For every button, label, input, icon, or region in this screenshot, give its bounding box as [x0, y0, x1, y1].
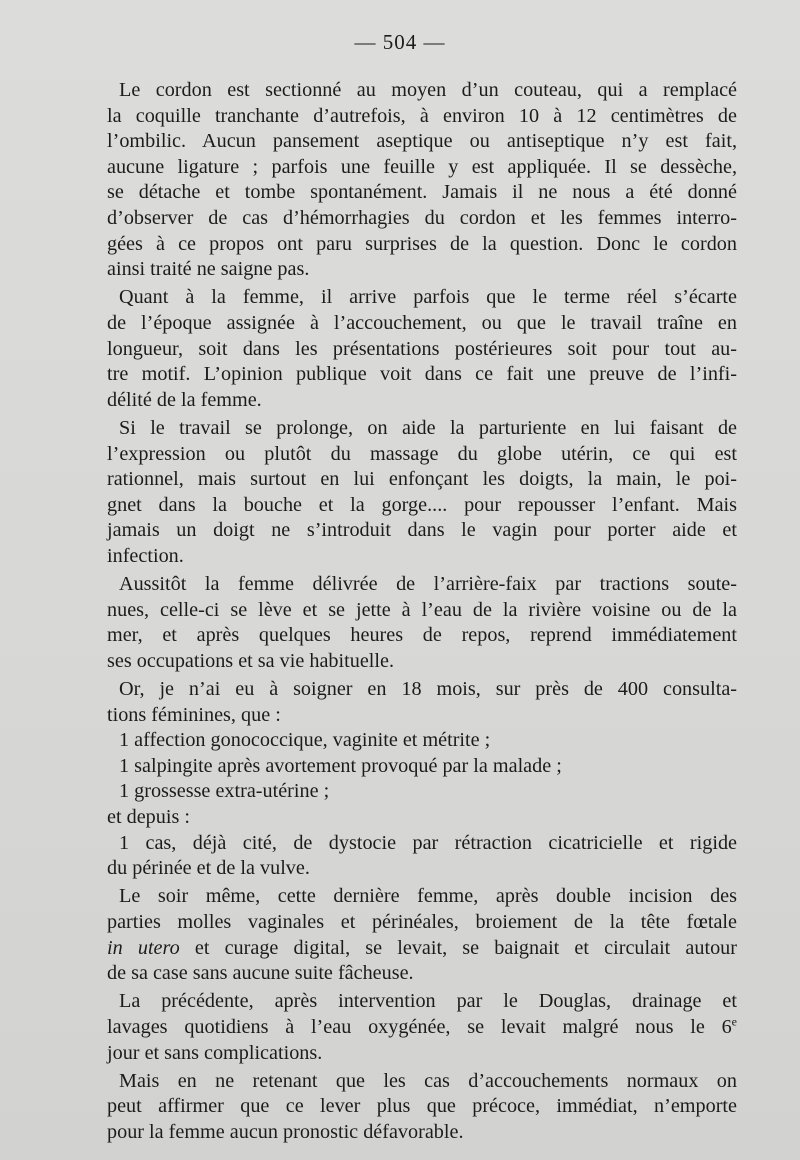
list-item: 1 grossesse extra-utérine ;	[119, 780, 330, 803]
paragraph	[107, 285, 737, 413]
paragraph	[107, 805, 737, 831]
text-fragment: et curage digital, se levait, se baignait et circulait autour	[194, 936, 738, 959]
text-line: de l’époque assignée à l’accouchement, ou que le travail traîne en	[107, 311, 737, 334]
text-line: peut affirmer que ce lever plus que précoce, immédiat, n’emporte	[107, 1095, 737, 1118]
list-item: 1 salpingite après avortement provoqué par la malade ;	[119, 754, 562, 777]
text-line: Or, je n’ai eu à soigner en 18 mois, sur près de 400 consulta-	[119, 678, 737, 701]
text-line: mer, et après quelques heures de repos, reprend immédiatement	[107, 624, 737, 647]
superscript: e	[731, 1014, 737, 1029]
paragraph	[107, 1069, 737, 1146]
text-line: parties molles vaginales et périnéales, broiement de la tête fœtale	[107, 910, 737, 933]
text-fragment: lavages quotidiens à l’eau oxygénée, se levait malgré nous le 6	[107, 1015, 732, 1038]
text-line: Quant à la femme, il arrive parfois que le terme réel s’écarte	[119, 286, 737, 309]
text-line: nues, celle-ci se lève et se jette à l’eau de la rivière voisine ou de la	[107, 598, 737, 621]
text-line	[107, 936, 737, 962]
text-line: tions féminines, que :	[107, 703, 281, 726]
text-line: gées à ce propos ont paru surprises de la question. Donc le cordon	[107, 232, 737, 255]
text-line: Aussitôt la femme délivrée de l’arrière-faix par tractions soute-	[119, 573, 737, 596]
paragraph	[107, 884, 737, 986]
text-line: ainsi traité ne saigne pas.	[107, 258, 310, 281]
text-line: l’expression ou plutôt du massage du globe utérin, ce qui est	[107, 442, 737, 465]
body-text	[107, 78, 737, 1146]
text-line	[107, 1015, 737, 1041]
text-line: Le soir même, cette dernière femme, après double incision des	[119, 885, 737, 908]
text-line: tre motif. L’opinion publique voit dans ce fait une preuve de l’infi-	[107, 363, 737, 386]
paragraph	[107, 831, 737, 882]
text-line: délité de la femme.	[107, 388, 262, 411]
case-list	[107, 728, 737, 805]
text-line: et depuis :	[107, 806, 190, 828]
text-line: pour la femme aucun pronostic défavorable.	[107, 1120, 464, 1143]
text-line: la coquille tranchante d’autrefois, à environ 10 à 12 centimètres de	[107, 104, 737, 127]
text-line: jour et sans complications.	[107, 1041, 323, 1064]
text-line: rationnel, mais surtout en lui enfonçant les doigts, la main, le poi-	[107, 468, 737, 491]
text-line: 1 cas, déjà cité, de dystocie par rétraction cicatricielle et rigide	[119, 831, 737, 854]
page-number: — 504 —	[354, 30, 446, 54]
paragraph	[107, 989, 737, 1066]
paragraph	[107, 416, 737, 570]
text-line: aucune ligature ; parfois une feuille y est appliquée. Il se dessèche,	[107, 155, 737, 178]
text-line: ses occupations et sa vie habituelle.	[107, 649, 395, 672]
text-line: de sa case sans aucune suite fâcheuse.	[107, 962, 414, 985]
paragraph	[107, 572, 737, 674]
text-line: Le cordon est sectionné au moyen d’un couteau, qui a remplacé	[119, 79, 737, 101]
text-line: se détache et tombe spontanément. Jamais il ne nous a été donné	[107, 181, 737, 204]
text-line: d’observer de cas d’hémorrhagies du cordon et les femmes interro-	[107, 206, 737, 229]
text-line: longueur, soit dans les présentations postérieures soit pour tout au-	[107, 337, 737, 360]
italic-term: in utero	[107, 936, 180, 959]
text-line: gnet dans la bouche et la gorge.... pour repousser l’enfant. Mais	[107, 493, 737, 516]
text-line: infection.	[107, 544, 184, 567]
paragraph	[107, 677, 737, 728]
text-line: Si le travail se prolonge, on aide la parturiente en lui faisant de	[119, 416, 737, 439]
list-item: 1 affection gonococcique, vaginite et métrite ;	[119, 729, 491, 752]
text-line: l’ombilic. Aucun pansement aseptique ou antiseptique n’y est fait,	[107, 130, 737, 153]
text-line: La précédente, après intervention par le Douglas, drainage et	[119, 990, 737, 1013]
text-line: du périnée et de la vulve.	[107, 857, 310, 880]
text-line: Mais en ne retenant que les cas d’accouchements normaux on	[119, 1069, 737, 1092]
paragraph	[107, 78, 737, 283]
text-line: jamais un doigt ne s’introduit dans le vagin pour porter aide et	[107, 519, 737, 542]
